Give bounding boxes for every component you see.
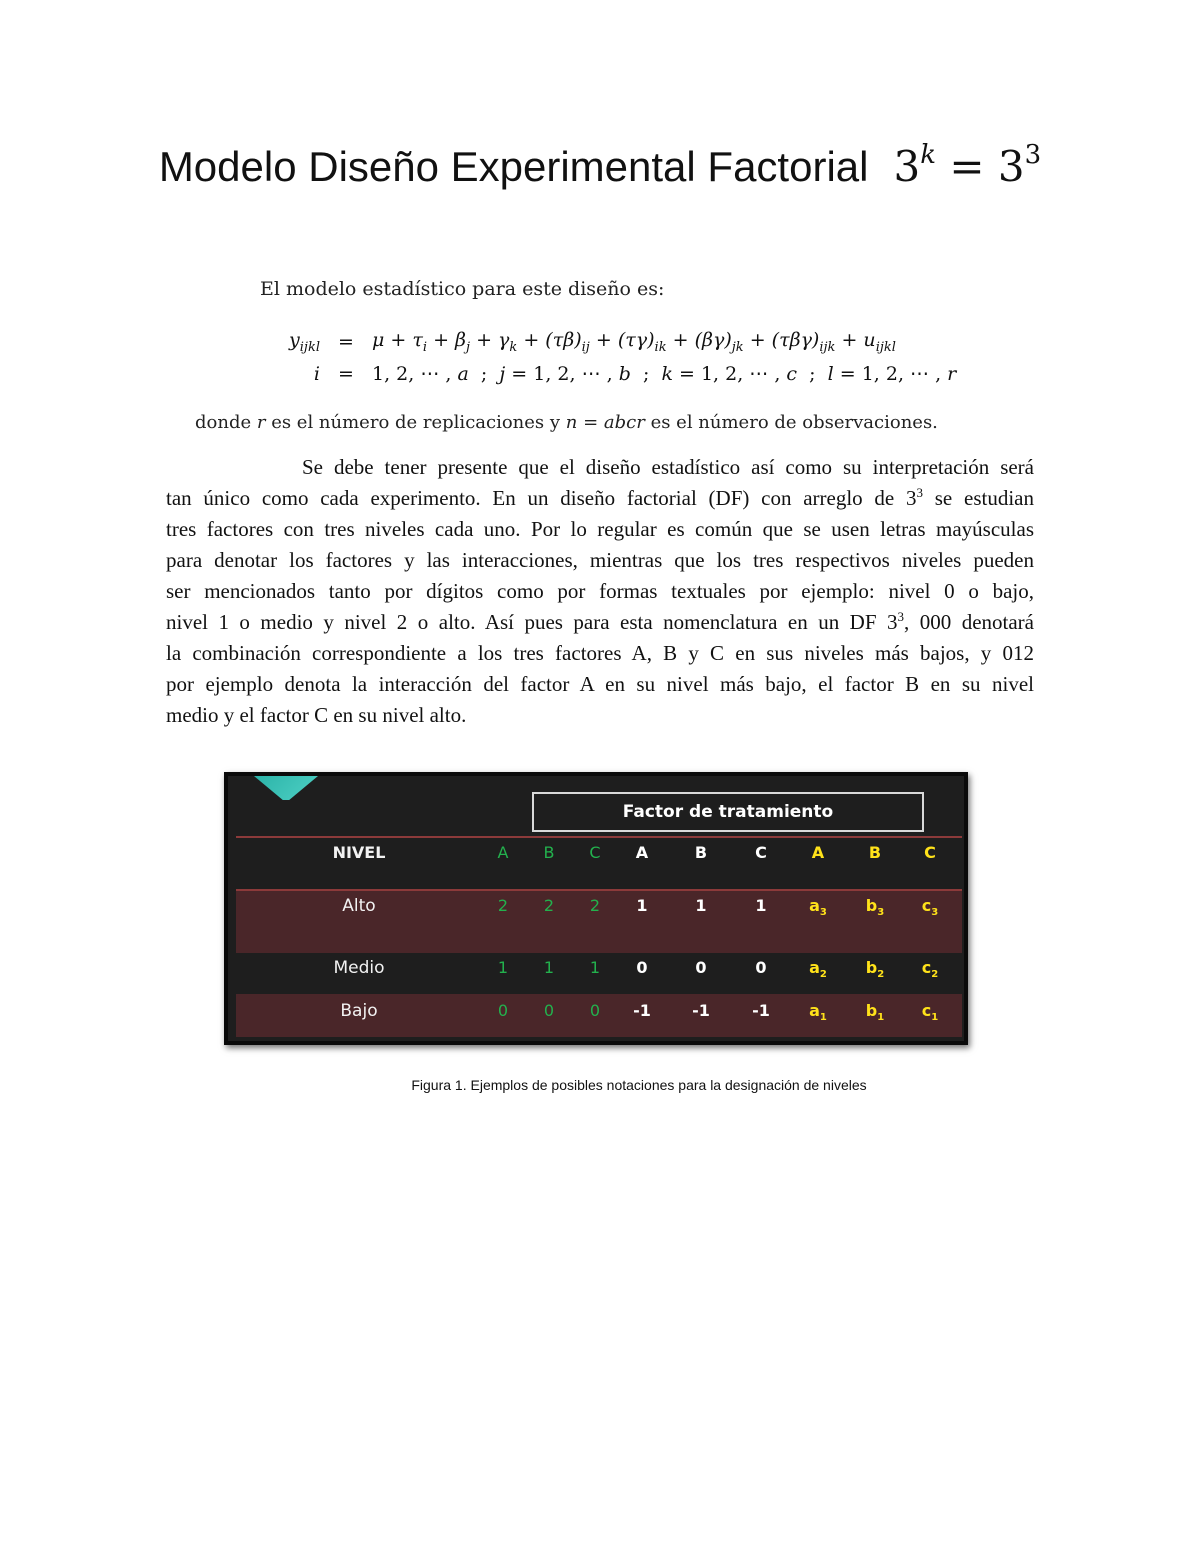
numeric-level-cell: 2 <box>497 896 509 915</box>
numeric-level-cell: 0 <box>497 1001 509 1020</box>
factor-column-header: C <box>755 843 767 862</box>
numeric-level-cell: 0 <box>543 1001 555 1020</box>
letter-level-cell: $c_1$ <box>921 1001 939 1024</box>
letter-level-cell: $c_2$ <box>921 958 939 981</box>
letter-level-cell: $a_2$ <box>809 958 827 981</box>
numeric-level-cell: 1 <box>589 958 601 977</box>
letter-level-cell: $b_3$ <box>865 896 885 919</box>
level-column-header: NIVEL <box>332 843 386 862</box>
numeric-level-cell: 2 <box>543 896 555 915</box>
paragraph-line: tres factores con tres niveles cada uno. Por lo regular es común que se usen letras mayúsculas <box>166 517 1034 541</box>
treatment-factor-header: Factor de tratamiento <box>532 792 924 832</box>
paragraph-line: la combinación correspondiente a los tres factores A, B y C en sus niveles más bajos, y 012 <box>166 641 1034 665</box>
numeric-level-cell: 0 <box>589 1001 601 1020</box>
decorative-accent <box>254 776 318 800</box>
model-definitions: donde r es el número de replicaciones y n = abcr es el número de observaciones. <box>195 412 938 433</box>
body-paragraph <box>166 452 1034 731</box>
header-divider <box>236 836 962 838</box>
level-label: Medio <box>333 958 385 978</box>
coded-level-cell: -1 <box>692 1001 710 1020</box>
coded-level-cell: 1 <box>755 896 767 915</box>
letter-level-cell: $b_2$ <box>865 958 885 981</box>
paragraph-line: por ejemplo denota la interacción del factor A en su nivel más bajo, el factor B en su nivel <box>166 672 1034 696</box>
factor-column-header: A <box>497 843 509 862</box>
factor-column-header: B <box>543 843 555 862</box>
model-intro: El modelo estadístico para este diseño es: <box>260 278 665 300</box>
level-label: Bajo <box>340 1001 378 1021</box>
factor-column-header: C <box>589 843 601 862</box>
figure-caption: Figura 1. Ejemplos de posibles notaciones para la designación de niveles <box>411 1077 867 1093</box>
coded-level-cell: -1 <box>752 1001 770 1020</box>
paragraph-line: nivel 1 o medio y nivel 2 o alto. Así pues para esta nomenclatura en un DF $3^3$, 000 denotará <box>166 609 1034 634</box>
level-label: Alto <box>342 896 376 916</box>
factor-column-header: B <box>868 843 882 862</box>
paragraph-line: para denotar los factores y las interacciones, mientras que los tres respectivos niveles pueden <box>166 548 1034 572</box>
paragraph-line: Se debe tener presente que el diseño estadístico así como su interpretación será <box>302 455 1034 479</box>
factor-column-header: A <box>811 843 825 862</box>
letter-level-cell: $a_3$ <box>809 896 827 919</box>
letter-level-cell: $a_1$ <box>809 1001 827 1024</box>
coded-level-cell: 1 <box>695 896 707 915</box>
factor-column-header: C <box>924 843 936 862</box>
paragraph-line: medio y el factor C en su nivel alto. <box>166 703 467 727</box>
coded-level-cell: 0 <box>695 958 707 977</box>
coded-level-cell: 0 <box>755 958 767 977</box>
coded-level-cell: 1 <box>636 896 648 915</box>
letter-level-cell: $c_3$ <box>921 896 939 919</box>
letter-level-cell: $b_1$ <box>865 1001 885 1024</box>
numeric-level-cell: 1 <box>543 958 555 977</box>
paragraph-line: ser mencionados tanto por dígitos como por formas textuales por ejemplo: nivel 0 o bajo, <box>166 579 1034 603</box>
numeric-level-cell: 1 <box>497 958 509 977</box>
factor-column-header: A <box>635 843 649 862</box>
model-equation: $y_{ijkl}$ = $\mu + \tau_i + \beta_j + \gamma_k + (\tau\beta)_{ij} + (\tau\gamma)_{ik} + (\beta\gamma)_{jk} + (\tau\beta\gamma)_{ijk} + u_{ijkl}$ i = 1, 2, ⋯ , a ; j = 1, 2, ⋯ , b ; k = 1, 2, ⋯ , c ; l = 1, 2, ⋯ , r <box>289 329 957 385</box>
factor-column-header: B <box>694 843 708 862</box>
coded-level-cell: -1 <box>633 1001 651 1020</box>
paragraph-line: tan único como cada experimento. En un diseño factorial (DF) con arreglo de $3^3$ se estudian <box>166 485 1034 510</box>
coded-level-cell: 0 <box>636 958 648 977</box>
level-notation-figure <box>224 772 968 1045</box>
page-title: Modelo Diseño Experimental Factorial $3^k = 3^3$ <box>158 140 1042 191</box>
numeric-level-cell: 2 <box>589 896 601 915</box>
